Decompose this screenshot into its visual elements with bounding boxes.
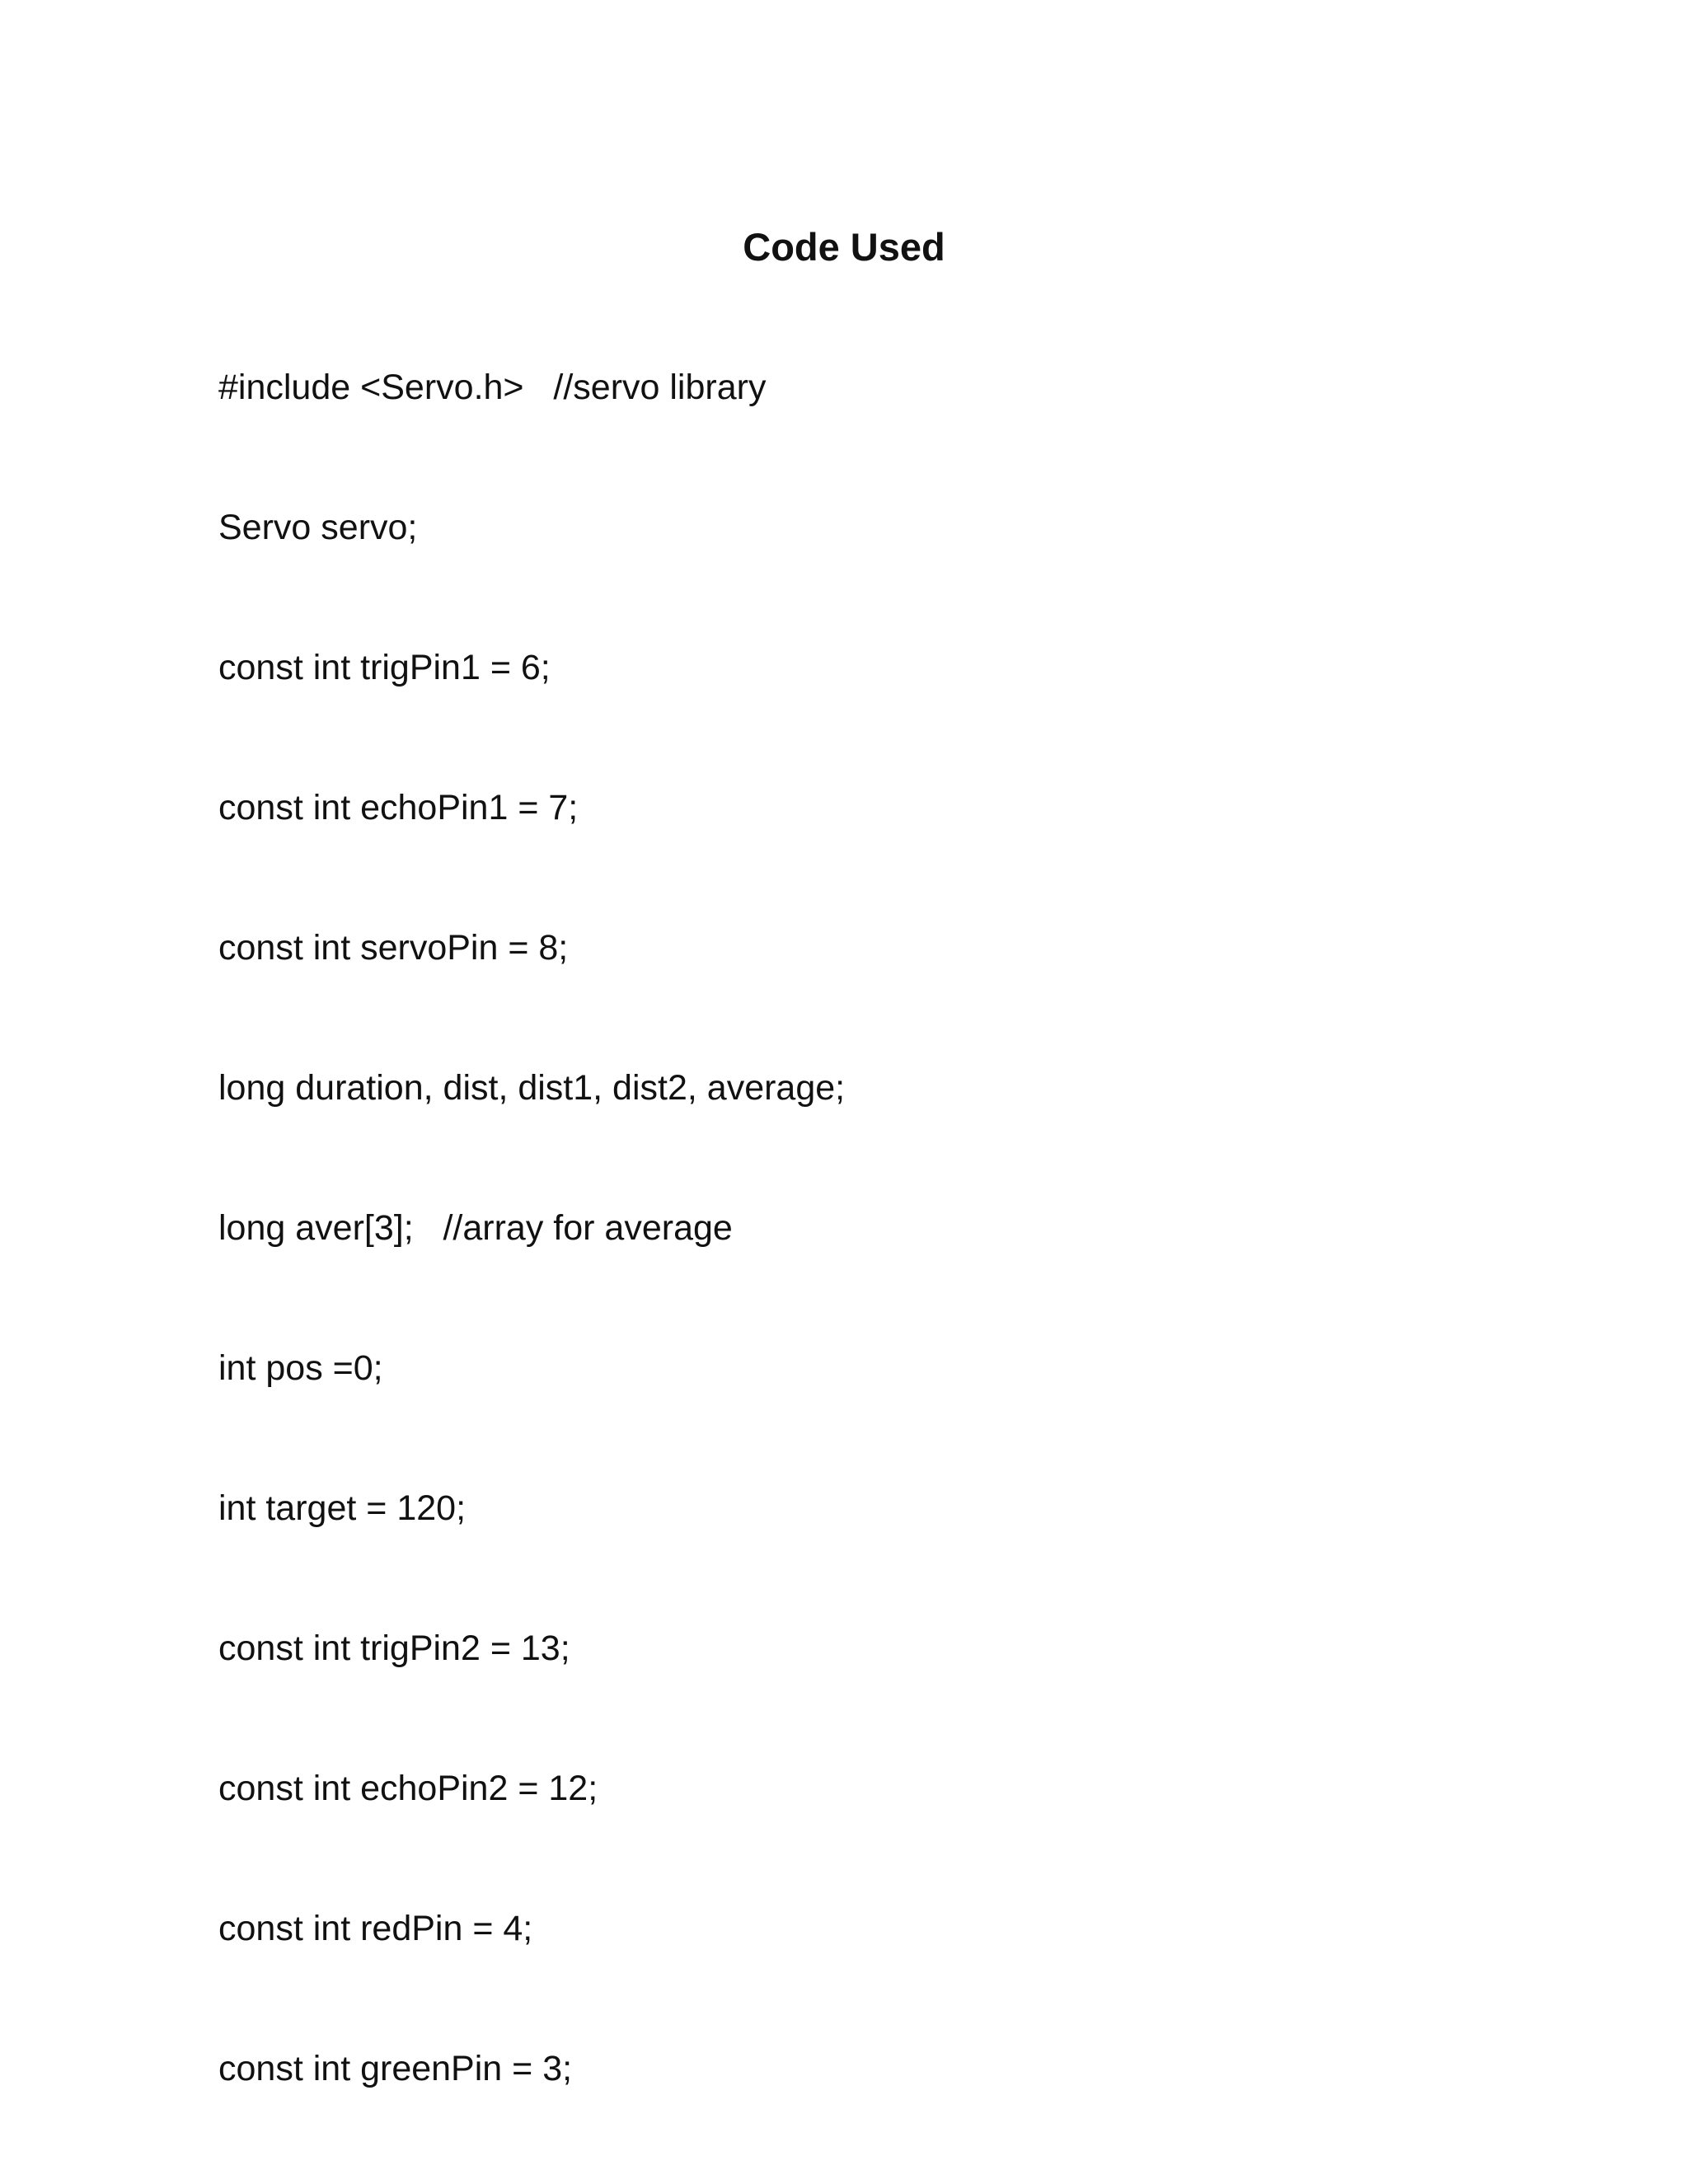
code-line: const int servoPin = 8; [218, 928, 569, 968]
code-line: int target = 120; [218, 1488, 467, 1528]
code-line: const int echoPin2 = 12; [218, 1769, 598, 1808]
code-line: const int trigPin2 = 13; [218, 1629, 570, 1668]
page-title: Code Used [743, 225, 945, 269]
code-line: Servo servo; [218, 508, 418, 547]
code-line: long duration, dist, dist1, dist2, average; [218, 1068, 846, 1108]
code-line: long aver[3]; //array for average [218, 1208, 733, 1248]
code-line: const int trigPin1 = 6; [218, 648, 551, 687]
code-line: const int redPin = 4; [218, 1909, 533, 1948]
code-line: const int greenPin = 3; [218, 2049, 573, 2088]
code-line: int pos =0; [218, 1348, 383, 1388]
code-line: const int echoPin1 = 7; [218, 788, 579, 827]
code-line: #include <Servo.h> //servo library [218, 368, 767, 407]
